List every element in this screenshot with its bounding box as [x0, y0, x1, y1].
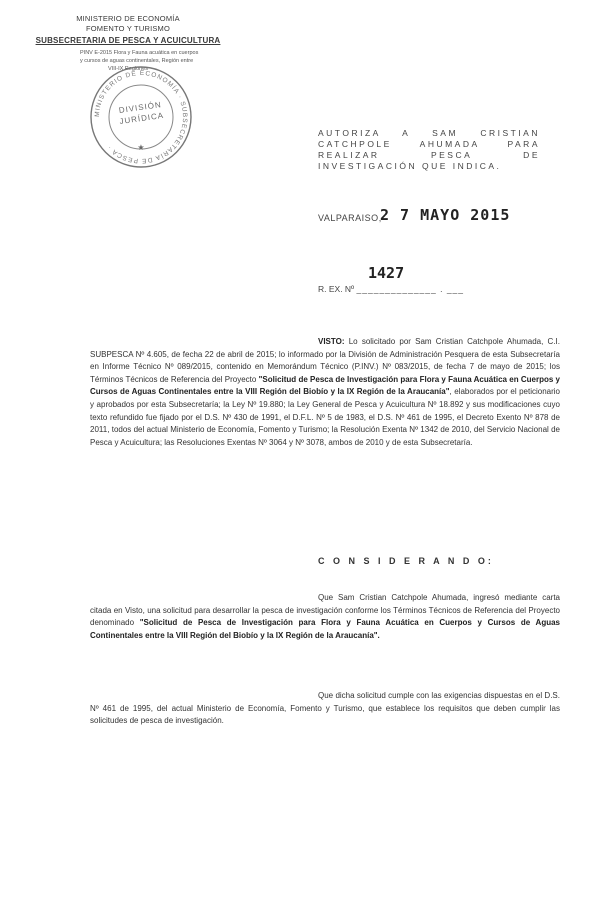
svg-text:★: ★ [137, 143, 145, 152]
place: VALPARAISO, [318, 213, 382, 223]
letterhead-ref-line3: VIII-IX Regiones [108, 66, 149, 72]
stamp-ring-text: MINISTERIO DE ECONOMÍA · SUBSECRETARÍA DE PESCA · [93, 69, 189, 165]
considerando-1-project-title: "Solicitud de Pesca de Investigación para Flora y Fauna Acuática en Cuerpos y Cursos de Aguas Continentales entre la VIII Región del Biobío y la IX Región de la Araucanía". [90, 618, 560, 640]
letterhead-ref-line2: y cursos de aguas continentales, Región entre [80, 58, 194, 64]
letterhead-subsecretaria: SUBSECRETARIA DE PESCA Y ACUICULTURA [35, 36, 221, 45]
visto-text-1: Lo solicitado por Sam Cristian Catchpole Ahumada, C.I. SUBPESCA Nº 4.605, de fecha 22 de abril de 2015; lo informado por la División de Administración Pesquera de esta Subsecretaría en Informe Técnico Nº 089/2015, contenido en Memorándum Técnico (P.INV.) Nº 083/2015, de fecha 7 de mayo de 2015; los Términos Técnicos de Referencia del Proyecto [90, 337, 560, 384]
considerando-paragraph-1 [90, 592, 560, 642]
considerando-paragraph-2: Que dicha solicitud cumple con las exigencias dispuestas en el D.S. Nº 461 de 1995, del actual Ministerio de Economía, Fomento y Turismo, que establece los requisitos que deben cumplir las solicitudes de pesca de investigación. [90, 691, 560, 726]
rex-label-text: R. EX. Nº [318, 284, 355, 294]
rex-label: R. EX. Nº ______________ . ___ [318, 284, 464, 294]
rex-number: 1427 [368, 264, 405, 282]
considerando-heading: C O N S I D E R A N D O: [318, 556, 494, 566]
letterhead-fomento: FOMENTO Y TURISMO [85, 24, 171, 33]
visto-paragraph [90, 336, 560, 449]
visto-label: VISTO: [318, 337, 345, 346]
visto-project-title: "Solicitud de Pesca de Investigación para Flora y Fauna Acuática en Cuerpos y Cursos de Aguas Continentales entre la VIII Región del Biobío y la IX Región de la Araucanía" [90, 374, 560, 397]
visto-text-2: , elaborados por el peticionario y aprobados por esta Subsecretaría; la Ley Nº 19.880; la Ley General de Pesca y Acuicultura Nº 18.892 y sus modificaciones cuyo texto refundido fue fijado por el D.S. Nº 430 de 1991, el D.F.L. Nº 5 de 1983, el D.S. Nº 461 de 1995, el Decreto Exento Nº 878 de 2011, todos del actual Ministerio de Economía, Fomento y Turismo; la Resolución Exenta Nº 1342 de 2010, del Servicio Nacional de Pesca y Acuicultura; las Resoluciones Exentas Nº 3064 y Nº 3078, ambos de 2010 y de esta Subsecretaría. [90, 387, 560, 447]
letterhead-ministry: MINISTERIO DE ECONOMÍA [76, 14, 180, 23]
stamp-center-text: DIVISIÓN JURÍDICA [118, 100, 165, 127]
letterhead-ref-line1: PINV E-2015 Flora y Fauna acuática en cuerpos [80, 50, 199, 56]
considerando-1-text: Que Sam Cristian Catchpole Ahumada, ingresó mediante carta citada en Visto, una solicitud para desarrollar la pesca de investigación conforme los Términos Técnicos de Referencia del Proyecto denominado [90, 593, 560, 628]
resolution-summary: AUTORIZA A SAM CRISTIAN CATCHPOLE AHUMADA PARA REALIZAR PESCA DE INVESTIGACIÓN QUE INDICA. [318, 128, 540, 171]
date-stamp: 2 7 MAYO 2015 [380, 206, 511, 224]
